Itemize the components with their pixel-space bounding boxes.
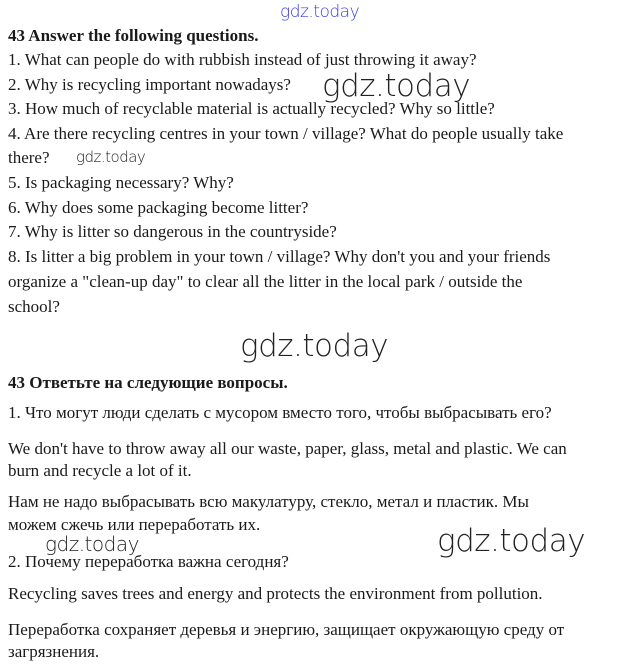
answer-line: Нам не надо выбрасывать всю макулатуру, стекло, метал и пластик. Мы bbox=[8, 492, 529, 511]
question-line: school? bbox=[8, 297, 60, 316]
answer-line: Переработка сохраняет деревья и энергию, защищает окружающую среду от bbox=[8, 620, 565, 639]
answer-line: We don't have to throw away all our waste, paper, glass, metal and plastic. We can bbox=[8, 439, 567, 458]
russian-title: 43 Ответьте на следующие вопросы. bbox=[8, 373, 288, 392]
question-line: 7. Why is litter so dangerous in the countryside? bbox=[8, 222, 337, 241]
watermark: gdz.today bbox=[240, 328, 389, 364]
question-line: 6. Why does some packaging become litter? bbox=[8, 198, 309, 217]
watermark: gdz.today bbox=[76, 148, 146, 166]
watermark: gdz.today bbox=[280, 2, 360, 22]
question-line: there? bbox=[8, 148, 50, 167]
question-line: 4. Are there recycling centres in your town / village? What do people usually take bbox=[8, 124, 564, 143]
english-title: 43 Answer the following questions. bbox=[8, 26, 259, 45]
question-line: 5. Is packaging necessary? Why? bbox=[8, 173, 234, 192]
watermark: gdz.today bbox=[437, 523, 586, 559]
watermark: gdz.today bbox=[45, 532, 139, 556]
answer-line: 2. Почему переработка важна сегодня? bbox=[8, 552, 289, 571]
answer-line: можем сжечь или переработать их. bbox=[8, 515, 261, 534]
question-line: 1. What can people do with rubbish instead of just throwing it away? bbox=[8, 50, 477, 69]
question-line: organize a "clean-up day" to clear all the litter in the local park / outside the bbox=[8, 272, 523, 291]
answer-line: Recycling saves trees and energy and protects the environment from pollution. bbox=[8, 584, 543, 603]
question-line: 2. Why is recycling important nowadays? bbox=[8, 75, 291, 94]
answer-line: 1. Что могут люди сделать с мусором вместо того, чтобы выбрасывать его? bbox=[8, 403, 552, 422]
question-line: 8. Is litter a big problem in your town / village? Why don't you and your friends bbox=[8, 247, 551, 266]
question-line: 3. How much of recyclable material is actually recycled? Why so little? bbox=[8, 99, 495, 118]
answer-line: burn and recycle a lot of it. bbox=[8, 461, 192, 480]
watermark: gdz.today bbox=[322, 68, 471, 104]
answer-line: загрязнения. bbox=[8, 642, 100, 661]
